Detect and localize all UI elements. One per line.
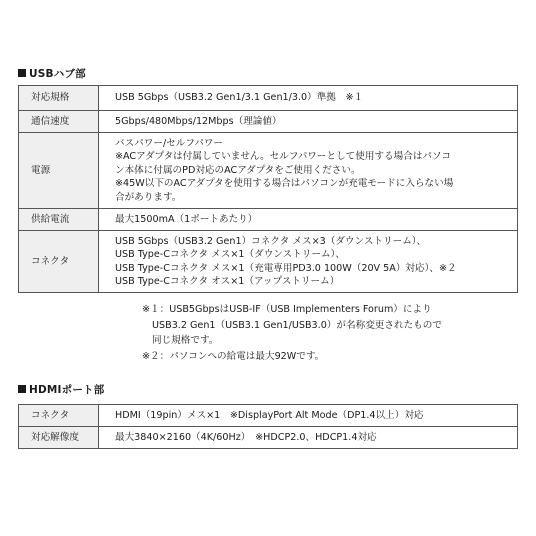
hdmi-spec-table: [18, 404, 518, 449]
usb-section-title: [18, 66, 86, 81]
hdmi-section-title-text: HDMIポート部: [29, 384, 105, 396]
row-value-speed: [99, 111, 518, 133]
footnotes: [142, 302, 442, 364]
value-line: 合があります。: [115, 191, 182, 203]
footnote-1-cont: 同じ規格です。: [152, 335, 219, 346]
hdmi-section-title: [18, 382, 104, 397]
value-line: 最大3840×2160（4K/60Hz） ※HDCP2.0、HDCP1.4対応: [115, 431, 377, 443]
row-value-power: [99, 133, 518, 209]
row-value-standard: [99, 86, 518, 111]
row-label-standard: 対応規格: [19, 86, 99, 111]
table-row: [19, 405, 518, 427]
usb-section-title-text: USBハブ部: [29, 68, 86, 80]
table-row: [19, 231, 518, 293]
footnote-1-cont: USB3.2 Gen1（USB3.1 Gen1/USB3.0）が名称変更されたもので: [152, 319, 442, 331]
square-bullet-icon: [18, 385, 26, 393]
row-label-speed: 通信速度: [19, 111, 99, 133]
row-value-connector: [99, 231, 518, 293]
row-label-resolution: 対応解像度: [19, 427, 99, 449]
footnote-2: ※２：パソコンへの給電は最大92Wです。: [142, 350, 325, 362]
square-bullet-icon: [18, 69, 26, 77]
row-label-current: 供給電流: [19, 209, 99, 231]
value-line: ン本体に付属のPD対応のACアダプタをご使用ください。: [115, 164, 361, 176]
row-value-current: [99, 209, 518, 231]
value-line: ※45W以下のACアダプタを使用する場合はパソコンが充電モードに入らない場: [115, 178, 454, 190]
value-line: USB Type-Cコネクタ メス×1（ダウンストリーム）、: [115, 249, 345, 260]
row-value-resolution: [99, 427, 518, 449]
table-row: [19, 209, 518, 231]
value-line: USB Type-Cコネクタ メス×1（充電専用PD3.0 100W（20V 5A）対応）、※２: [115, 262, 457, 274]
value-line: USB 5Gbps（USB3.2 Gen1/3.1 Gen1/3.0）準拠 ※１: [115, 92, 364, 104]
row-label-hdmi-connector: コネクタ: [19, 405, 99, 427]
value-line: ※ACアダプタは付属していません。セルフパワーとして使用する場合はパソコ: [115, 151, 451, 163]
table-row: [19, 86, 518, 111]
value-line: バスパワー/セルフパワー: [115, 137, 223, 149]
value-line: 5Gbps/480Mbps/12Mbps（理論値）: [115, 115, 282, 127]
value-line: USB 5Gbps（USB3.2 Gen1）コネクタ メス×3（ダウンストリーム）、: [115, 235, 427, 247]
footnote-1: ※１：USB5GbpsはUSB-IF（USB Implementers Forum）により: [142, 304, 432, 315]
table-row: [19, 111, 518, 133]
row-label-connector: コネクタ: [19, 231, 99, 293]
row-value-hdmi-connector: [99, 405, 518, 427]
usb-spec-table: [18, 85, 518, 293]
value-line: USB Type-Cコネクタ オス×1（アップストリーム）: [115, 276, 340, 287]
value-line: 最大1500mA（1ポートあたり）: [115, 213, 258, 225]
table-row: [19, 133, 518, 209]
table-row: [19, 427, 518, 449]
row-label-power: 電源: [19, 133, 99, 209]
value-line: HDMI（19pin）メス×1 ※DisplayPort Alt Mode（DP1.4以上）対応: [115, 409, 424, 421]
